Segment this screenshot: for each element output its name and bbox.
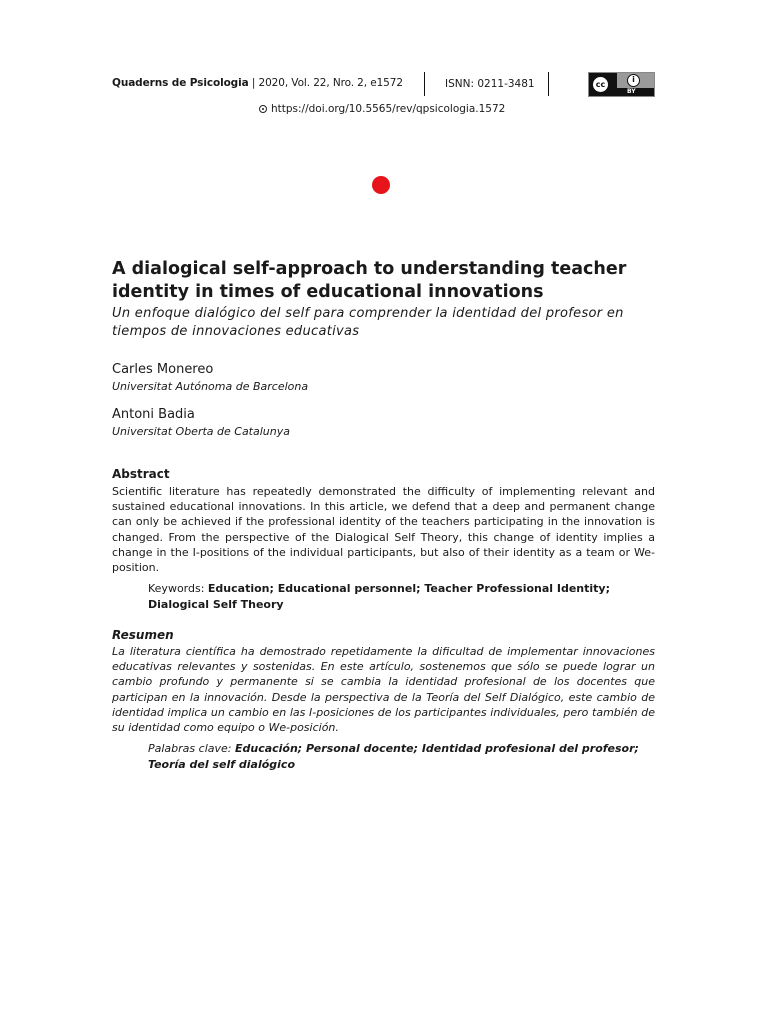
attribution-person-icon: i <box>627 74 640 87</box>
palabras-clave <box>148 741 655 772</box>
resumen-text: La literatura científica ha demostrado repetidamente la dificultad de implementar innovaciones educativas relevantes y sostenidas. En este artículo, sostenemos que sólo se puede lograr un cambio profundo y permanente si se cambia la identidad profesional de los docentes que participan en la innovación. Desde la perspectiva de la Teoría del Self Dialógico, este cambio de identidad implica un cambio en las I-posiciones de los participantes individuales, pero también de su identidad como equipo o We-posición. <box>112 645 655 735</box>
creative-commons-icon: cc <box>591 75 610 94</box>
doi-url: https://doi.org/10.5565/rev/qpsicologia.1572 <box>271 103 506 115</box>
doi-link[interactable] <box>259 103 505 115</box>
journal-name: Quaderns de Psicologia <box>112 77 249 89</box>
cc-by-license-icon[interactable] <box>588 72 655 97</box>
journal-issue: | 2020, Vol. 22, Nro. 2, e1572 <box>248 77 403 89</box>
issn: ISNN: 0211-3481 <box>445 78 535 90</box>
palabras-clave-list: Educación; Personal docente; Identidad profesional del profesor; Teoría del self dialógico <box>148 742 639 771</box>
author-affiliation: Universitat Autónoma de Barcelona <box>112 380 309 393</box>
author-affiliation: Universitat Oberta de Catalunya <box>112 425 290 438</box>
abstract-heading: Abstract <box>112 467 170 481</box>
by-label: BY <box>627 88 636 95</box>
palabras-clave-label: Palabras clave: <box>148 742 235 755</box>
resumen-heading: Resumen <box>112 628 174 642</box>
keywords-list: Education; Educational personnel; Teacher Professional Identity; Dialogical Self Theory <box>148 582 610 611</box>
keywords-label: Keywords: <box>148 582 208 595</box>
author-name: Antoni Badia <box>112 407 195 422</box>
journal-logo-dot <box>372 176 390 194</box>
header-divider <box>548 72 549 96</box>
article-subtitle: Un enfoque dialógico del self para comprender la identidad del profesor en tiempos de innovaciones educativas <box>112 306 624 339</box>
doi-icon <box>259 105 267 113</box>
keywords <box>148 581 655 612</box>
journal-citation <box>112 77 403 89</box>
author-name: Carles Monereo <box>112 362 214 377</box>
article-title: A dialogical self-approach to understanding teacher identity in times of educational innovations <box>112 259 627 302</box>
abstract-text: Scientific literature has repeatedly demonstrated the difficulty of implementing relevant and sustained educational innovations. In this article, we defend that a deep and permanent change can only be achieved if the professional identity of the teachers participating in the innovation is changed. From the perspective of the Dialogical Self Theory, this change of identity implies a change in the I-positions of the individual participants, but also of their identity as a team or We-position. <box>112 485 655 575</box>
header-divider <box>424 72 425 96</box>
